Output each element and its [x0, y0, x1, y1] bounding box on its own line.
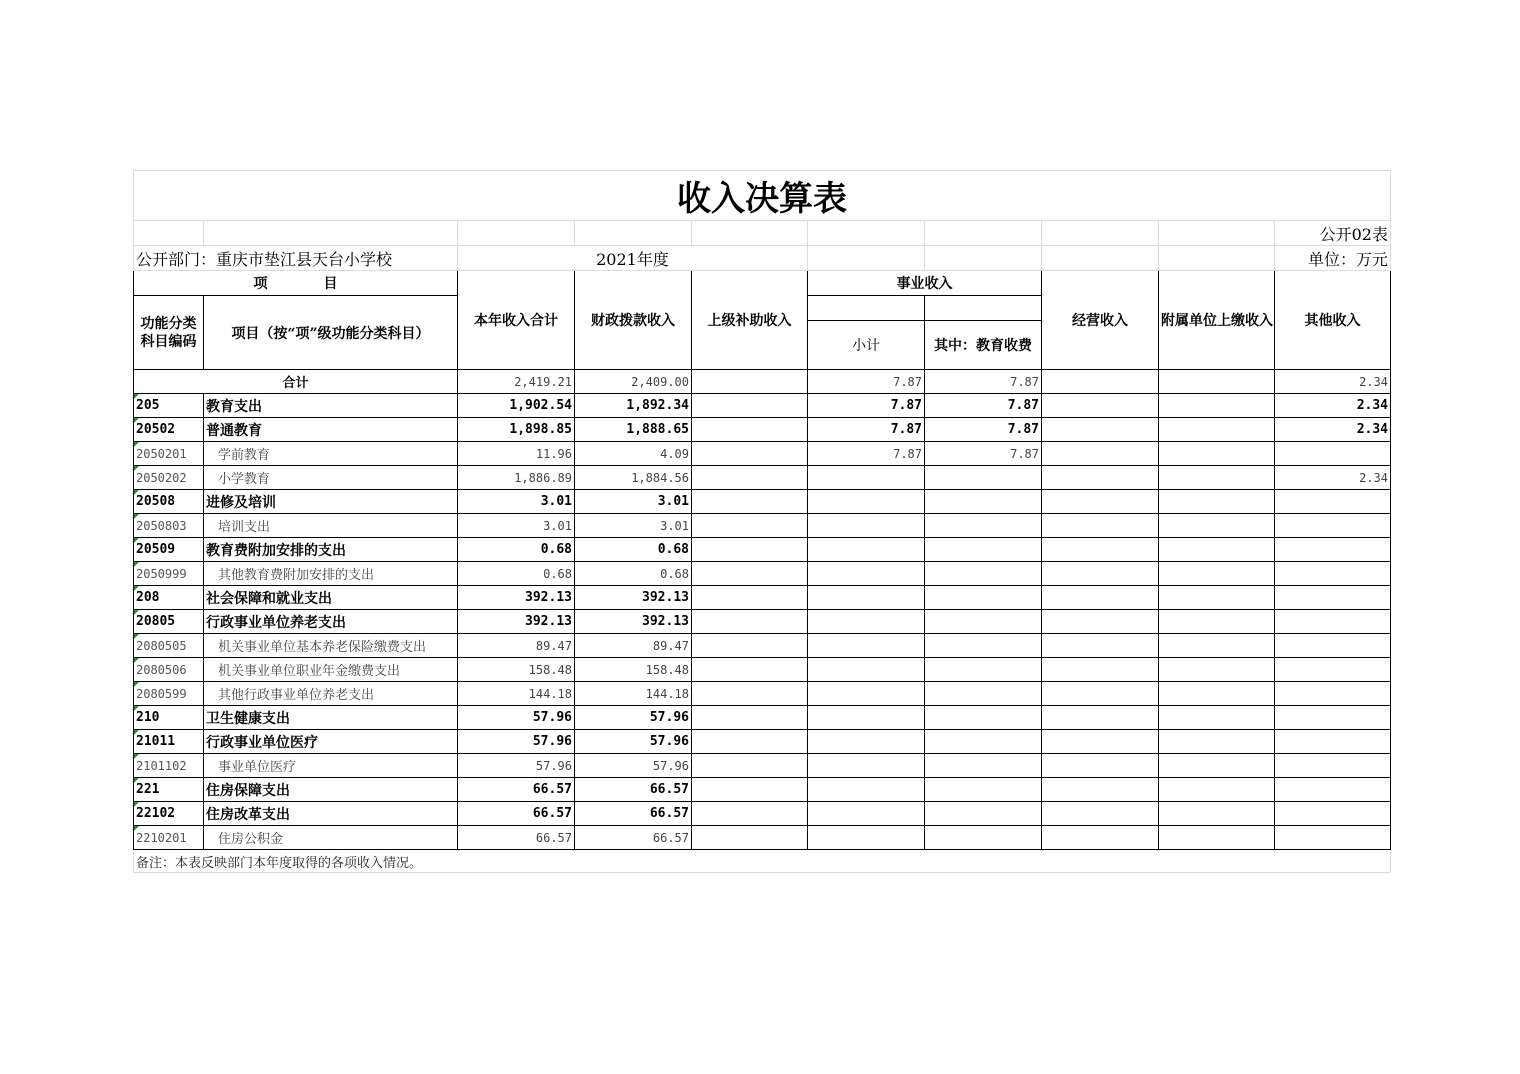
cell-marker-icon [134, 634, 139, 639]
cell-operating [1042, 730, 1159, 754]
cell-marker-icon [134, 538, 139, 543]
cell-superior [692, 466, 808, 490]
cell-other [1275, 514, 1391, 538]
cell-affiliated [1159, 586, 1275, 610]
cell-operating [1042, 682, 1159, 706]
cell-superior [692, 730, 808, 754]
table-row [134, 418, 1391, 442]
row-code-text: 2080599 [136, 686, 187, 701]
row-code [134, 394, 204, 418]
cell-operating [1042, 826, 1159, 850]
cell-operating [1042, 658, 1159, 682]
cell-superior [692, 418, 808, 442]
table-row [134, 610, 1391, 634]
cell-total: 89.47 [458, 634, 575, 658]
cell-total: 57.96 [458, 706, 575, 730]
cell-affiliated [1159, 538, 1275, 562]
cell-marker-icon [134, 562, 139, 567]
cell-other [1275, 706, 1391, 730]
cell-edu-fee: 7.87 [925, 442, 1042, 466]
cell-marker-icon [134, 778, 139, 783]
cell-operating [1042, 394, 1159, 418]
cell-edu-fee [925, 730, 1042, 754]
cell-operating [1042, 514, 1159, 538]
footnote: 备注：本表反映部门本年度取得的各项收入情况。 [134, 850, 1391, 873]
cell-fiscal: 4.09 [575, 442, 692, 466]
row-code-text: 2050803 [136, 518, 187, 533]
cell-other [1275, 586, 1391, 610]
header-superior: 上级补助收入 [692, 271, 808, 370]
cell-marker-icon [134, 658, 139, 663]
cell-edu-fee [925, 538, 1042, 562]
cell-subtotal: 7.87 [808, 394, 925, 418]
cell-edu-fee: 7.87 [925, 394, 1042, 418]
cell-other [1275, 682, 1391, 706]
cell-subtotal [808, 610, 925, 634]
cell-fiscal: 158.48 [575, 658, 692, 682]
row-code [134, 586, 204, 610]
cell-operating [1042, 802, 1159, 826]
cell-total: 3.01 [458, 514, 575, 538]
cell-superior [692, 658, 808, 682]
header-operating: 经营收入 [1042, 271, 1159, 370]
cell-affiliated [1159, 826, 1275, 850]
cell-operating [1042, 370, 1159, 394]
page-title: 收入决算表 [134, 171, 1391, 221]
header-code: 功能分类 科目编码 [134, 296, 204, 370]
header-other: 其他收入 [1275, 271, 1391, 370]
row-name: 其他行政事业单位养老支出 [204, 682, 458, 706]
department-label: 公开部门：重庆市垫江县天台小学校 [134, 246, 458, 271]
cell-superior [692, 802, 808, 826]
cell-marker-icon [134, 586, 139, 591]
cell-subtotal: 7.87 [808, 370, 925, 394]
cell-affiliated [1159, 442, 1275, 466]
table-row [134, 682, 1391, 706]
fiscal-year: 2021年度 [458, 246, 808, 271]
cell-subtotal [808, 682, 925, 706]
cell-marker-icon [134, 706, 139, 711]
cell-other [1275, 538, 1391, 562]
cell-marker-icon [134, 754, 139, 759]
cell-affiliated [1159, 418, 1275, 442]
row-name: 事业单位医疗 [204, 754, 458, 778]
cell-edu-fee [925, 634, 1042, 658]
table-row [134, 490, 1391, 514]
cell-fiscal: 0.68 [575, 538, 692, 562]
cell-total: 392.13 [458, 586, 575, 610]
cell-affiliated [1159, 466, 1275, 490]
cell-affiliated [1159, 658, 1275, 682]
cell-total: 1,898.85 [458, 418, 575, 442]
row-code-text: 210 [136, 710, 160, 725]
row-code [134, 418, 204, 442]
row-code-text: 205 [136, 398, 160, 413]
cell-other: 2.34 [1275, 466, 1391, 490]
cell-fiscal: 1,892.34 [575, 394, 692, 418]
cell-subtotal: 7.87 [808, 442, 925, 466]
table-row [134, 658, 1391, 682]
table-row [134, 730, 1391, 754]
cell-affiliated [1159, 682, 1275, 706]
row-code-text: 2050201 [136, 446, 187, 461]
cell-fiscal: 1,888.65 [575, 418, 692, 442]
cell-affiliated [1159, 634, 1275, 658]
cell-other: 2.34 [1275, 418, 1391, 442]
row-name: 小学教育 [204, 466, 458, 490]
row-code-text: 20805 [136, 614, 176, 629]
cell-affiliated [1159, 610, 1275, 634]
table-row [134, 706, 1391, 730]
cell-subtotal [808, 706, 925, 730]
row-name: 住房公积金 [204, 826, 458, 850]
cell-edu-fee [925, 562, 1042, 586]
table-row [134, 538, 1391, 562]
table-row [134, 634, 1391, 658]
cell-superior [692, 682, 808, 706]
cell-affiliated [1159, 802, 1275, 826]
cell-superior [692, 490, 808, 514]
cell-fiscal: 57.96 [575, 730, 692, 754]
cell-other [1275, 826, 1391, 850]
cell-fiscal: 66.57 [575, 778, 692, 802]
cell-affiliated [1159, 514, 1275, 538]
cell-marker-icon [134, 682, 139, 687]
cell-operating [1042, 778, 1159, 802]
cell-edu-fee [925, 706, 1042, 730]
cell-operating [1042, 538, 1159, 562]
cell-edu-fee [925, 610, 1042, 634]
cell-total: 1,886.89 [458, 466, 575, 490]
table-row [134, 778, 1391, 802]
cell-superior [692, 538, 808, 562]
cell-marker-icon [134, 490, 139, 495]
row-code [134, 442, 204, 466]
row-code-text: 2210201 [136, 830, 187, 845]
row-code-text: 20509 [136, 542, 176, 557]
cell-fiscal: 57.96 [575, 706, 692, 730]
header-fiscal: 财政拨款收入 [575, 271, 692, 370]
cell-superior [692, 442, 808, 466]
table-row [134, 586, 1391, 610]
cell-marker-icon [134, 418, 139, 423]
table-row [134, 370, 1391, 394]
cell-fiscal: 0.68 [575, 562, 692, 586]
row-name: 社会保障和就业支出 [204, 586, 458, 610]
cell-affiliated [1159, 562, 1275, 586]
cell-superior [692, 610, 808, 634]
row-name: 行政事业单位养老支出 [204, 610, 458, 634]
row-code [134, 562, 204, 586]
row-name: 住房保障支出 [204, 778, 458, 802]
row-code-text: 208 [136, 590, 160, 605]
row-code-text: 2080505 [136, 638, 187, 653]
cell-total: 66.57 [458, 802, 575, 826]
cell-subtotal [808, 802, 925, 826]
row-name: 卫生健康支出 [204, 706, 458, 730]
row-name: 教育费附加安排的支出 [204, 538, 458, 562]
cell-affiliated [1159, 490, 1275, 514]
cell-affiliated [1159, 778, 1275, 802]
cell-subtotal [808, 586, 925, 610]
cell-edu-fee [925, 586, 1042, 610]
cell-superior [692, 586, 808, 610]
cell-marker-icon [134, 466, 139, 471]
cell-fiscal: 392.13 [575, 586, 692, 610]
cell-total: 158.48 [458, 658, 575, 682]
table-row [134, 466, 1391, 490]
cell-marker-icon [134, 442, 139, 447]
cell-superior [692, 394, 808, 418]
cell-superior [692, 778, 808, 802]
cell-operating [1042, 490, 1159, 514]
cell-other [1275, 778, 1391, 802]
cell-superior [692, 514, 808, 538]
row-code-text: 2050202 [136, 470, 187, 485]
row-name: 进修及培训 [204, 490, 458, 514]
cell-marker-icon [134, 394, 139, 399]
row-code-text: 2080506 [136, 662, 187, 677]
total-label: 合计 [134, 370, 458, 394]
row-name: 教育支出 [204, 394, 458, 418]
cell-operating [1042, 442, 1159, 466]
cell-superior [692, 754, 808, 778]
header-subtotal: 小计 [808, 321, 925, 370]
cell-subtotal [808, 562, 925, 586]
cell-other [1275, 610, 1391, 634]
row-name: 行政事业单位医疗 [204, 730, 458, 754]
row-code [134, 634, 204, 658]
cell-superior [692, 706, 808, 730]
cell-marker-icon [134, 514, 139, 519]
cell-operating [1042, 562, 1159, 586]
cell-subtotal [808, 754, 925, 778]
cell-edu-fee [925, 466, 1042, 490]
cell-edu-fee [925, 802, 1042, 826]
cell-total: 57.96 [458, 730, 575, 754]
row-code [134, 514, 204, 538]
row-name: 机关事业单位基本养老保险缴费支出 [204, 634, 458, 658]
cell-marker-icon [134, 826, 139, 831]
cell-fiscal: 89.47 [575, 634, 692, 658]
cell-total: 0.68 [458, 538, 575, 562]
row-code [134, 730, 204, 754]
row-code-text: 221 [136, 782, 160, 797]
cell-subtotal [808, 730, 925, 754]
row-code [134, 778, 204, 802]
cell-other [1275, 754, 1391, 778]
table-row [134, 394, 1391, 418]
cell-other [1275, 442, 1391, 466]
row-name: 其他教育费附加安排的支出 [204, 562, 458, 586]
cell-other [1275, 562, 1391, 586]
cell-affiliated [1159, 370, 1275, 394]
cell-other: 2.34 [1275, 394, 1391, 418]
cell-total: 144.18 [458, 682, 575, 706]
row-code [134, 826, 204, 850]
cell-edu-fee [925, 490, 1042, 514]
cell-subtotal [808, 538, 925, 562]
cell-other: 2.34 [1275, 370, 1391, 394]
cell-superior [692, 562, 808, 586]
cell-operating [1042, 466, 1159, 490]
cell-edu-fee [925, 778, 1042, 802]
table-row [134, 514, 1391, 538]
income-statement-sheet [133, 170, 1390, 873]
row-code [134, 658, 204, 682]
cell-fiscal: 2,409.00 [575, 370, 692, 394]
table-row [134, 442, 1391, 466]
row-code [134, 706, 204, 730]
row-code [134, 466, 204, 490]
table-row [134, 562, 1391, 586]
income-table [133, 170, 1391, 873]
cell-total: 1,902.54 [458, 394, 575, 418]
cell-superior [692, 370, 808, 394]
cell-fiscal: 1,884.56 [575, 466, 692, 490]
cell-total: 2,419.21 [458, 370, 575, 394]
row-name: 住房改革支出 [204, 802, 458, 826]
row-name: 学前教育 [204, 442, 458, 466]
cell-edu-fee [925, 514, 1042, 538]
cell-total: 392.13 [458, 610, 575, 634]
header-item: 项 目 [134, 271, 458, 296]
table-body [134, 370, 1391, 850]
cell-subtotal [808, 658, 925, 682]
cell-fiscal: 392.13 [575, 610, 692, 634]
cell-edu-fee [925, 826, 1042, 850]
row-name: 普通教育 [204, 418, 458, 442]
row-code-text: 20502 [136, 422, 176, 437]
row-code-text: 2101102 [136, 758, 187, 773]
cell-fiscal: 66.57 [575, 826, 692, 850]
cell-fiscal: 3.01 [575, 514, 692, 538]
row-name: 机关事业单位职业年金缴费支出 [204, 658, 458, 682]
cell-affiliated [1159, 754, 1275, 778]
cell-subtotal [808, 514, 925, 538]
header-business: 事业收入 [808, 271, 1042, 296]
row-code-text: 20508 [136, 494, 176, 509]
cell-fiscal: 3.01 [575, 490, 692, 514]
cell-fiscal: 66.57 [575, 802, 692, 826]
table-row [134, 826, 1391, 850]
row-code [134, 754, 204, 778]
cell-total: 0.68 [458, 562, 575, 586]
cell-total: 66.57 [458, 778, 575, 802]
cell-edu-fee: 7.87 [925, 370, 1042, 394]
row-code-text: 2050999 [136, 566, 187, 581]
header-total: 本年收入合计 [458, 271, 575, 370]
row-code [134, 538, 204, 562]
cell-fiscal: 144.18 [575, 682, 692, 706]
cell-other [1275, 730, 1391, 754]
cell-other [1275, 658, 1391, 682]
cell-total: 57.96 [458, 754, 575, 778]
cell-subtotal [808, 634, 925, 658]
cell-operating [1042, 610, 1159, 634]
row-code [134, 802, 204, 826]
cell-edu-fee [925, 754, 1042, 778]
cell-marker-icon [134, 802, 139, 807]
unit-label: 单位：万元 [1275, 246, 1391, 271]
header-edu-fee: 其中：教育收费 [925, 321, 1042, 370]
header-name: 项目（按“项”级功能分类科目） [204, 296, 458, 370]
cell-superior [692, 634, 808, 658]
cell-edu-fee [925, 658, 1042, 682]
cell-operating [1042, 418, 1159, 442]
cell-marker-icon [134, 730, 139, 735]
cell-fiscal: 57.96 [575, 754, 692, 778]
cell-affiliated [1159, 394, 1275, 418]
cell-subtotal [808, 490, 925, 514]
table-row [134, 802, 1391, 826]
cell-affiliated [1159, 706, 1275, 730]
cell-edu-fee: 7.87 [925, 418, 1042, 442]
cell-affiliated [1159, 730, 1275, 754]
cell-total: 3.01 [458, 490, 575, 514]
cell-operating [1042, 586, 1159, 610]
form-number: 公开02表 [1275, 221, 1391, 246]
cell-operating [1042, 634, 1159, 658]
header-affiliated: 附属单位上缴收入 [1159, 271, 1275, 370]
row-code [134, 682, 204, 706]
cell-subtotal [808, 466, 925, 490]
cell-marker-icon [134, 610, 139, 615]
row-code-text: 22102 [136, 806, 176, 821]
cell-total: 11.96 [458, 442, 575, 466]
cell-subtotal [808, 826, 925, 850]
cell-edu-fee [925, 682, 1042, 706]
row-code [134, 490, 204, 514]
row-code-text: 21011 [136, 734, 176, 749]
cell-other [1275, 634, 1391, 658]
cell-superior [692, 826, 808, 850]
cell-other [1275, 490, 1391, 514]
cell-subtotal: 7.87 [808, 418, 925, 442]
cell-operating [1042, 754, 1159, 778]
cell-operating [1042, 706, 1159, 730]
cell-subtotal [808, 778, 925, 802]
row-code [134, 610, 204, 634]
row-name: 培训支出 [204, 514, 458, 538]
table-row [134, 754, 1391, 778]
cell-other [1275, 802, 1391, 826]
cell-total: 66.57 [458, 826, 575, 850]
